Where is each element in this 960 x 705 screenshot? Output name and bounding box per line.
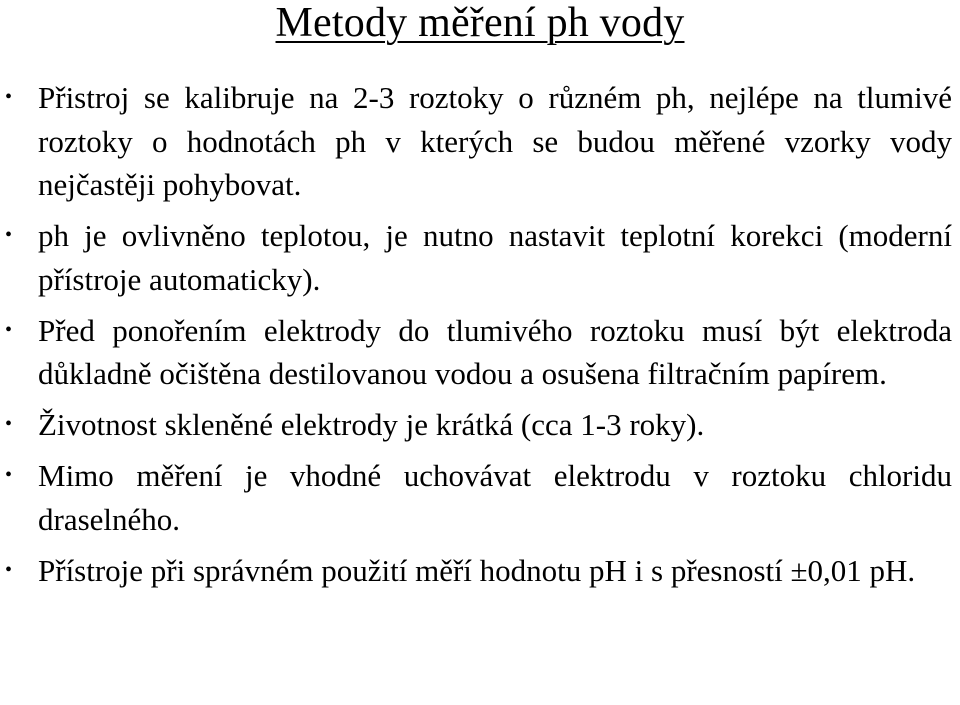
- slide-title: [0, 0, 960, 46]
- bullet-item-cleaning: [0, 309, 960, 396]
- bullet-icon: •: [5, 318, 13, 341]
- bullet-list: [0, 76, 960, 600]
- bullet-icon: •: [5, 224, 13, 246]
- bullet-item-storage: [0, 454, 960, 541]
- bullet-text: ph je ovlivněno teplotou, je nutno nastavit teplotní korekci (moderní přístroje automaticky).: [38, 218, 952, 297]
- bullet-icon: •: [5, 464, 13, 486]
- bullet-item-calibration: [0, 76, 960, 207]
- bullet-text: Přistroj se kalibruje na 2-3 roztoky o různém ph, nejlépe na tlumivé roztoky o hodnotách ph v kterých se budou měřené vzorky vody nejčastěji pohybovat.: [38, 80, 952, 202]
- bullet-item-temperature: [0, 214, 960, 301]
- bullet-text: Životnost skleněné elektrody je krátká (cca 1-3 roky).: [38, 407, 705, 442]
- bullet-text: Přístroje při správném použití měří hodnotu pH i s přesností ±0,01 pH.: [38, 552, 916, 588]
- bullet-text: Před ponořením elektrody do tlumivého roztoku musí být elektroda důkladně očištěna destilovanou vodou a osušena filtračním papírem.: [38, 312, 952, 391]
- bullet-text: Mimo měření je vhodné uchovávat elektrodu v roztoku chloridu draselného.: [38, 458, 952, 537]
- bullet-icon: •: [5, 558, 13, 581]
- bullet-icon: •: [5, 413, 13, 435]
- slide-title-text: Metody měření ph vody: [275, 0, 685, 46]
- bullet-icon: •: [5, 86, 13, 108]
- bullet-item-lifetime: [0, 403, 960, 447]
- bullet-item-accuracy: [0, 549, 960, 593]
